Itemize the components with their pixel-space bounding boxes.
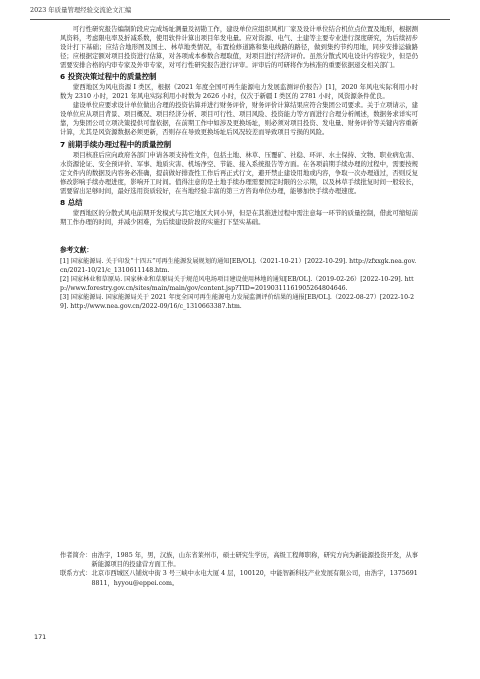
author-profile-text: 由浩宇，1985 年，男，汉族，山东省莱州市，硕士研究生学历，高级工程师职称，研究方向为新能源投资开发，从事新能源项目的投建营方面工作。	[91, 552, 419, 569]
author-profile-label: 作者简介：	[60, 552, 92, 559]
reference-item: [3] 国家能源局. 国家能源局关于 2021 年度全国可再生能源电力发展监测评价结果的通报[EB/OL].（2022-08-27）[2022-10-29]. http://www.nea.gov.cn/2022-09/16/c_1310663387.htm.	[60, 294, 415, 311]
intro-paragraph: 可行性研究报告编制阶段应完成场址测量及初勘工作，建设单位应组织风机厂家及设计单位结合机位点位置及地形，根据测风资料，考虑限电率及折减系数，使用软件计算出项目年发电量。应对资源、电气、土建等主要专业进行深度研究，为后续初步设计打下基础；应结合地形图及国土、林草地类情况，布置检修道路和集电线路的路径，做到集约节约用地，同步安排运输路径；应根据定额对项目投资进行估算，对各项成本参数合理取值，对项目进行经济评价。虽然分散式风电设计内容较少，但是仍需要安排合格的内审专家及外审专家，对可行性研究报告进行评审。评审后的可研将作为核准的重要依据递交相关部门。	[60, 25, 418, 70]
section-8-heading: 8 总结	[60, 197, 83, 207]
section-6-heading: 6 投资决策过程中的质量控制	[60, 72, 157, 82]
section-7-paragraph: 项目核准后应向政府各部门申请各项支持性文件，包括土地、林草、压覆矿、社稳、环评、水土保持、文物、职业病危害、水资源论证、安全预评价、军事、地质灾害、机场净空、节能、接入系统报告等方面。在各项前期手续办理的过程中，需要按规定文件内的数据及内容务必准确，提前做好排查性工作后再正式行文，避开禁止建设用地或内容，争取一次办理通过，否则反复修改影响手续办理进度，影响开工时间。值得注意的是土地手续办理需要国定时限的公示期，以及林草手续批复时间一般较长，需要留出足够时间，最好选用资质较好，在当地经验丰富的第三方咨询单位办理，能够加快手续办理速度。	[60, 150, 418, 195]
author-contact-label: 联系方式：	[60, 570, 92, 578]
section-6-paragraph: 建设单位应要求设计单位做出合理的投资估算并进行财务评价，财务评价计算结果应符合集团公司要求。关于立项请示，建设单位应从项目背景、项目概况、项目经济分析、项目可行性、项目风险、投资能力等方面进行合理分析阐述，数据务求详实可靠，为集团公司立项决策提供可靠依据，在前期工作中如涉及更换场址，则必须对项目投资、发电量、财务评价等关键内容重新计算，尤其是风资源数据必须更新，否则存在导致更换场址后风况较差而导致项目亏损的风险。	[60, 101, 418, 137]
section-8-paragraph: 蒙西地区的分散式风电前期开发模式与其它地区大同小异，但是在其推进过程中需注意每一环节的质量控制，借此可缩短前期工作办理的时间，并减少困难，为后续建设阶段的实施打下坚实基础。	[60, 208, 418, 226]
section-6-paragraph: 蒙西地区为风电资源 I 类区，根据《2021 年度全国可再生能源电力发展监测评价报告》[1]，2020 年风电实际利用小时数为 2310 小时，2021 年风电实际利用小时数为 2626 小时，仅次于新疆 I 类区的 2781 小时，风资源条件优良。	[60, 83, 418, 101]
author-info	[60, 551, 420, 588]
header-title: 2023 年质量管理经验交流论文汇编	[30, 6, 132, 14]
references-title: 参考文献：	[60, 245, 93, 254]
reference-item: [2] 国家林业和草原局. 国家林业和草原局关于规范风电场项目建设使用林地的通知[EB/OL].（2019-02-26）[2022-10-29]. http://www.forestry.gov.cn/sites/main/main/gov/content.jsp?TID=20190311161905264804646.	[60, 276, 414, 293]
reference-item: [1] 国家能源局. 关于印发“十四五”可再生能源发展规划的通知[EB/OL].（2021-10-21）[2022-10-29]. http://zfxxgk.nea.gov.cn/2021-10/21/c_1310611148.htm.	[60, 257, 417, 274]
running-header	[30, 5, 450, 18]
author-contact	[60, 569, 420, 587]
article-body	[60, 25, 418, 311]
author-profile	[60, 551, 420, 569]
section-7-heading: 7 前期手续办理过程中的质量控制	[60, 139, 172, 149]
header-divider	[30, 19, 450, 20]
author-contact-text: 北京市西城区八铺炕中街 3 号三峡中水电大厦 4 层，100120，中能智新科技产业发展有限公司，由浩宇，13756918811，hyyou@eppei.com。	[91, 570, 418, 587]
page-number: 171	[34, 633, 47, 641]
